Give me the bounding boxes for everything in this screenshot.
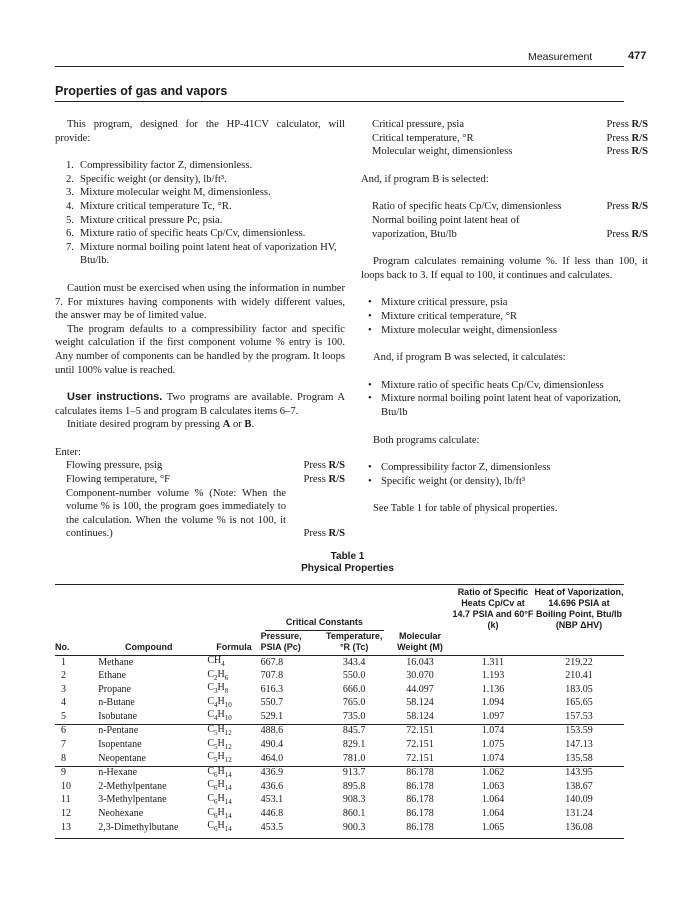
table-row [55, 670, 624, 684]
cell-no: 12 [61, 808, 71, 820]
entry-row: Flowing temperature, °F Press R/S [66, 474, 345, 486]
caution-paragraph: Caution must be exercised when using the information in number 7. For mixtures having components with widely different values, the answer may be of limited value. [55, 282, 345, 322]
cell-pressure: 490.4 [260, 739, 284, 751]
entry-row: Flowing pressure, psig Press R/S [66, 460, 345, 472]
cell-formula: $C_5H_{12}$ [207, 737, 232, 751]
pressure-header: Pressure, PSIA (Pc) [260, 631, 302, 652]
cell-compound: n-Butane [98, 697, 135, 709]
cell-temperature: 895.8 [342, 780, 366, 792]
cell-no: 1 [61, 656, 66, 668]
cell-molecular: 30.070 [406, 670, 434, 682]
table-row [55, 821, 624, 838]
page-number: 477 [628, 50, 647, 62]
cell-temperature: 765.0 [342, 697, 366, 709]
table-body [55, 656, 624, 839]
both-list [361, 461, 648, 488]
cell-compound: 3-Methylpentane [98, 794, 167, 806]
cell-ratio: 1.311 [481, 656, 505, 668]
intro-paragraph: This program, designed for the HP-41CV calculator, will provide: [55, 119, 345, 144]
cell-heat: 157.53 [565, 710, 593, 722]
see-table: See Table 1 for table of physical properties. [373, 503, 558, 515]
cell-pressure: 488.6 [260, 725, 284, 737]
cell-no: 11 [61, 794, 71, 806]
calc-item: • Mixture molecular weight, dimensionless [368, 324, 557, 336]
cell-pressure: 464.0 [260, 752, 284, 764]
calc-item: • Mixture ratio of specific heats Cp/Cv, dimensionless [368, 379, 604, 391]
cell-formula: $C_5H_{12}$ [207, 751, 232, 765]
section-title: Properties of gas and vapors [55, 84, 228, 98]
cell-molecular: 58.124 [406, 710, 434, 722]
cell-formula: $C_3H_8$ [207, 682, 229, 696]
cell-heat: 183.05 [565, 683, 593, 695]
critical-constants-header: Critical Constants [265, 617, 385, 631]
cell-compound: 2-Methylpentane [98, 780, 167, 792]
title-rule [55, 101, 624, 102]
cell-molecular: 44.097 [406, 683, 434, 695]
calc-item: • Compressibility factor Z, dimensionless [368, 462, 551, 474]
right-column [361, 118, 648, 516]
cell-compound: Isopentane [98, 739, 142, 751]
heat-header: Heat of Vaporization, 14.696 PSIA at Boiling Point, Btu/lb (NBP ΔHV) [534, 587, 624, 630]
cell-ratio: 1.074 [481, 725, 505, 737]
cell-molecular: 72.151 [406, 725, 434, 737]
component-entry: Component-number volume % (Note: When the volume % is 100, the program goes immediately to the calculation. When the volume % is not 100, it continues.) Press R/S [66, 487, 345, 540]
calc-a-list [361, 296, 648, 337]
cell-no: 4 [61, 697, 66, 709]
cell-ratio: 1.063 [481, 780, 505, 792]
feature-item: 6. Mixture ratio of specific heats Cp/Cv, dimensionless. [66, 228, 306, 240]
cell-ratio: 1.064 [481, 794, 505, 806]
feature-item: 5. Mixture critical pressure Pc, psia. [66, 214, 223, 226]
remaining-paragraph: Program calculates remaining volume %. If less than 100, it loops back to 3. If equal to 100, it continues and calculates. [361, 256, 648, 281]
if-program-b: And, if program B is selected: [361, 173, 489, 185]
cell-temperature: 900.3 [342, 821, 366, 833]
table-row [55, 683, 624, 697]
cell-temperature: 908.3 [342, 794, 366, 806]
defaults-paragraph: The program defaults to a compressibility factor and specific weight calculation if the first component volume % entry is 100. Any number of components can be handled by the program. It loops until 100% value is reached. [55, 323, 345, 376]
cell-compound: Propane [98, 683, 131, 695]
cell-formula: $C_6H_{14}$ [207, 806, 232, 820]
molecular-header: Molecular Weight (M) [397, 631, 443, 652]
cell-molecular: 58.124 [406, 697, 434, 709]
cell-ratio: 1.074 [481, 752, 505, 764]
cell-pressure: 446.8 [260, 808, 284, 820]
header-rule [55, 66, 624, 67]
feature-item: 2. Specific weight (or density), lb/ft³. [66, 173, 227, 185]
cell-temperature: 845.7 [342, 725, 366, 737]
cell-pressure: 616.3 [260, 683, 284, 695]
user-instructions-heading: User instructions. [67, 391, 163, 404]
cell-temperature: 860.1 [342, 808, 366, 820]
cell-formula: $C_6H_{14}$ [207, 792, 232, 806]
cell-compound: n-Hexane [98, 767, 138, 779]
cell-pressure: 453.5 [260, 821, 284, 833]
table-row [55, 794, 624, 808]
cell-formula: $C_6H_{14}$ [207, 779, 232, 793]
cell-compound: Methane [98, 656, 134, 668]
feature-item: 1. Compressibility factor Z, dimensionless. [66, 160, 253, 172]
cell-pressure: 550.7 [260, 697, 284, 709]
cell-compound: Neohexane [98, 808, 144, 820]
cell-pressure: 453.1 [260, 794, 284, 806]
calc-item: • Mixture critical temperature, °R [368, 310, 518, 322]
cell-temperature: 735.0 [342, 710, 366, 722]
both-programs: Both programs calculate: [373, 434, 480, 446]
cell-compound: n-Pentane [98, 725, 139, 737]
left-column [55, 118, 345, 541]
cell-formula: $C_2H_6$ [207, 668, 229, 682]
cell-temperature: 666.0 [342, 683, 366, 695]
cell-molecular: 72.151 [406, 739, 434, 751]
output-row: Molecular weight, dimensionless Press R/S [372, 146, 648, 158]
feature-item: 7. Mixture normal boiling point latent heat of vaporization HV, Btu/lb. [66, 241, 337, 267]
output-row: Critical temperature, °R Press R/S [372, 132, 648, 144]
cell-no: 5 [61, 710, 66, 722]
cell-no: 7 [61, 739, 66, 751]
table-row [55, 739, 624, 753]
cell-no: 10 [61, 780, 71, 792]
cell-molecular: 86.178 [406, 767, 434, 779]
initiate-paragraph: Initiate desired program by pressing A or B. [67, 419, 255, 431]
table-subcaption: Physical Properties [301, 563, 394, 574]
cell-no: 13 [61, 821, 71, 833]
cell-no: 2 [61, 670, 66, 682]
cell-pressure: 529.1 [260, 710, 284, 722]
cell-ratio: 1.075 [481, 739, 505, 751]
cell-ratio: 1.094 [481, 697, 505, 709]
cell-formula: $C_4H_{10}$ [207, 709, 232, 723]
cell-compound: Ethane [98, 670, 126, 682]
cell-pressure: 667.8 [260, 656, 284, 668]
feature-list [55, 159, 345, 268]
cell-molecular: 86.178 [406, 808, 434, 820]
table-row [55, 780, 624, 794]
ratio-header: Ratio of Specific Heats Cp/Cv at 14.7 PSIA and 60°F (k) [452, 587, 534, 630]
cell-ratio: 1.193 [481, 670, 505, 682]
cell-molecular: 16.043 [406, 656, 434, 668]
cell-no: 9 [61, 767, 66, 779]
cell-formula: $C_6H_{14}$ [207, 820, 232, 834]
cell-temperature: 829.1 [342, 739, 366, 751]
cell-formula: $C_6H_{14}$ [207, 765, 232, 779]
cell-ratio: 1.065 [481, 821, 505, 833]
physical-properties-table [55, 584, 624, 839]
cell-heat: 131.24 [565, 808, 593, 820]
cell-ratio: 1.064 [481, 808, 505, 820]
cell-heat: 153.59 [565, 725, 593, 737]
cell-heat: 147.13 [565, 739, 593, 751]
cell-heat: 165.65 [565, 697, 593, 709]
feature-item: 4. Mixture critical temperature Tc, °R. [66, 200, 232, 212]
cell-ratio: 1.097 [481, 710, 505, 722]
output-row: Critical pressure, psia Press R/S [372, 119, 648, 130]
cell-compound: Neopentane [98, 752, 146, 764]
cell-heat: 136.08 [565, 821, 593, 833]
cell-heat: 210.41 [565, 670, 593, 682]
running-head-section: Measurement [528, 51, 593, 63]
calc-item: • Mixture normal boiling point latent heat of vaporization, Btu/lb [368, 393, 622, 418]
enter-label: Enter: [55, 446, 81, 458]
table-row [55, 697, 624, 711]
cell-ratio: 1.062 [481, 767, 505, 779]
cell-heat: 140.09 [565, 794, 593, 806]
cell-no: 3 [61, 683, 66, 695]
output-row: Normal boiling point latent heat of vaporization, Btu/lb Press R/S [372, 214, 648, 240]
table-row [55, 656, 624, 670]
cell-heat: 219.22 [565, 656, 593, 668]
cell-molecular: 72.151 [406, 752, 434, 764]
cell-pressure: 436.9 [260, 767, 284, 779]
table-row [55, 724, 624, 738]
cell-compound: Isobutane [98, 710, 138, 722]
cell-ratio: 1.136 [481, 683, 505, 695]
table-row [55, 766, 624, 780]
formula-header: Formula [216, 642, 252, 652]
table-row [55, 808, 624, 822]
cell-heat: 138.67 [565, 780, 593, 792]
cell-molecular: 86.178 [406, 780, 434, 792]
compound-header: Compound [125, 642, 173, 652]
cell-temperature: 781.0 [342, 752, 366, 764]
cell-formula: $C_5H_{12}$ [207, 723, 232, 737]
cell-pressure: 707.8 [260, 670, 284, 682]
cell-formula: $CH_4$ [207, 655, 225, 668]
calc-item: • Mixture critical pressure, psia [368, 297, 508, 309]
temperature-header: Temperature, °R (Tc) [325, 631, 383, 652]
output-row: Ratio of specific heats Cp/Cv, dimensionless Press R/S [372, 201, 648, 213]
cell-heat: 143.95 [565, 767, 593, 779]
cell-no: 6 [61, 725, 66, 737]
calc-b-list [361, 379, 648, 420]
table-caption: Table 1 [330, 551, 365, 562]
calc-item: • Specific weight (or density), lb/ft³ [368, 475, 526, 487]
user-instructions-paragraph: User instructions. Two programs are available. Program A calculates items 1–5 and program B calculates items 6–7. [55, 391, 345, 417]
table-row [55, 710, 624, 724]
cell-pressure: 436.6 [260, 780, 284, 792]
cell-temperature: 343.4 [342, 656, 366, 668]
cell-molecular: 86.178 [406, 794, 434, 806]
cell-molecular: 86.178 [406, 821, 434, 833]
cell-compound: 2,3-Dimethylbutane [98, 821, 179, 833]
cell-heat: 135.58 [565, 752, 593, 764]
cell-no: 8 [61, 752, 66, 764]
cell-temperature: 913.7 [342, 767, 366, 779]
feature-item: 3. Mixture molecular weight M, dimensionless. [66, 187, 271, 199]
cell-temperature: 550.0 [342, 670, 366, 682]
table-row [55, 752, 624, 766]
if-b-calc: And, if program B was selected, it calculates: [373, 352, 566, 364]
no-header: No. [55, 642, 70, 652]
cell-formula: $C_4H_{10}$ [207, 695, 232, 709]
